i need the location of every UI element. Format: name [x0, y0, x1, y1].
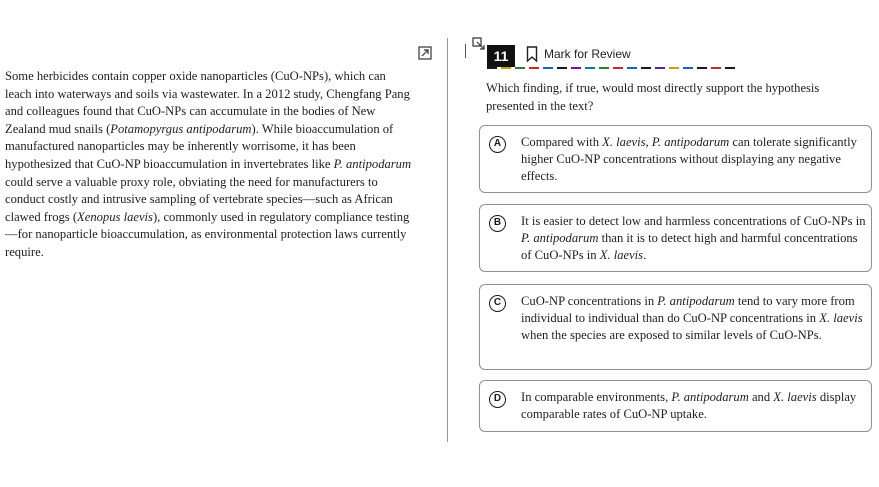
text-segment: , — [645, 135, 652, 149]
divider-dash — [599, 67, 609, 69]
question-stem: Which finding, if true, would most directly support the hypothesis presented in the text? — [486, 81, 820, 113]
mark-for-review-label: Mark for Review — [544, 47, 631, 61]
collapse-icon[interactable] — [471, 36, 487, 52]
text-segment: Some herbicides contain copper oxide nanoparticles (CuO-NPs), which can leach into waterways and soils via wastewater. In a 2012 study, Chengfang Pang and colleagues found that CuO-NPs can accumulate in the bodies of New Zealand mud snails ( — [5, 69, 410, 136]
text-segment: Compared with — [521, 135, 603, 149]
divider-dash — [697, 67, 707, 69]
choice-a[interactable] — [479, 125, 872, 193]
divider-dash — [571, 67, 581, 69]
choice-text-a — [521, 134, 866, 186]
passage-text — [5, 68, 415, 262]
divider-dash — [613, 67, 623, 69]
text-segment: . — [643, 248, 647, 263]
choice-letter-c: C — [489, 295, 506, 312]
text-segment: tend to vary more from individual to individual than do CuO-NP concentrations in — [521, 294, 855, 326]
divider-dash — [557, 67, 567, 69]
choice-d[interactable] — [479, 380, 872, 432]
choice-b[interactable] — [479, 204, 872, 272]
mark-for-review-button[interactable] — [526, 46, 631, 62]
italic-text: X. laevis — [773, 390, 817, 404]
choice-letter-b: B — [489, 215, 506, 232]
italic-text: P. antipodarum — [651, 135, 730, 149]
choice-c[interactable] — [479, 284, 872, 370]
italic-text: P. antipodarum — [671, 390, 749, 404]
italic-text: X. laevis — [602, 135, 646, 149]
choice-letter-a: A — [489, 136, 506, 153]
question-number: 11 — [487, 45, 515, 67]
divider-dash — [487, 67, 497, 69]
divider-dash — [543, 67, 553, 69]
text-segment: ). While bioaccumulation of manufactured nanoparticles may be inherently worrisome, it has been hypothesized that CuO-NP bioaccumulation in invertebrates like — [5, 121, 394, 171]
divider-dash — [641, 67, 651, 69]
bookmark-icon — [526, 46, 538, 62]
choice-text-c — [521, 293, 866, 345]
divider-dash — [683, 67, 693, 69]
italic-text: P. antipodarum — [333, 156, 412, 171]
text-segment: when the species are exposed to similar levels of CuO-NPs. — [521, 328, 822, 343]
italic-text: X. laevis — [599, 248, 644, 263]
text-segment: In comparable environments, — [521, 390, 672, 404]
italic-text: P. antipodarum — [657, 294, 735, 308]
divider-dash — [627, 67, 637, 69]
expand-icon[interactable] — [418, 46, 432, 60]
italic-text: P. antipodarum — [521, 231, 599, 246]
text-segment: display comparable rates of CuO-NP uptake. — [521, 390, 857, 422]
divider-handle[interactable] — [465, 44, 466, 58]
choice-letter-d: D — [489, 391, 506, 408]
divider-dash — [501, 67, 511, 69]
text-segment: It is easier to detect low and harmless concentrations of CuO-NPs in — [521, 214, 866, 228]
divider-dash — [725, 67, 735, 69]
divider-dash — [669, 67, 679, 69]
choice-text-d — [521, 389, 866, 423]
text-segment: than it is to detect high and harmful concentrations of CuO-NPs in — [521, 231, 858, 263]
text-segment: could serve a valuable proxy role, obviating the need for manufacturers to conduct costly and intrusive sampling of vertebrate species—such as African clawed frogs ( — [5, 174, 393, 224]
divider-dash — [529, 67, 539, 69]
pane-divider[interactable] — [447, 38, 448, 442]
divider-dash — [515, 67, 525, 69]
italic-text: Potamopyrgus antipodarum — [110, 121, 252, 136]
italic-text: Xenopus laevis — [77, 209, 153, 224]
divider-dash — [655, 67, 665, 69]
text-segment: can tolerate significantly higher CuO-NP concentrations without displaying any negative effects. — [521, 135, 857, 184]
question-divider — [487, 67, 747, 71]
choice-text-b — [521, 213, 866, 265]
text-segment: ), commonly used in regulatory compliance testing—for nanoparticle bioaccumulation, as environmental protection laws currently require. — [5, 209, 410, 259]
divider-dash — [585, 67, 595, 69]
text-segment: CuO-NP concentrations in — [521, 294, 658, 308]
text-segment: and — [748, 390, 774, 404]
divider-dash — [711, 67, 721, 69]
italic-text: X. laevis — [819, 311, 863, 326]
